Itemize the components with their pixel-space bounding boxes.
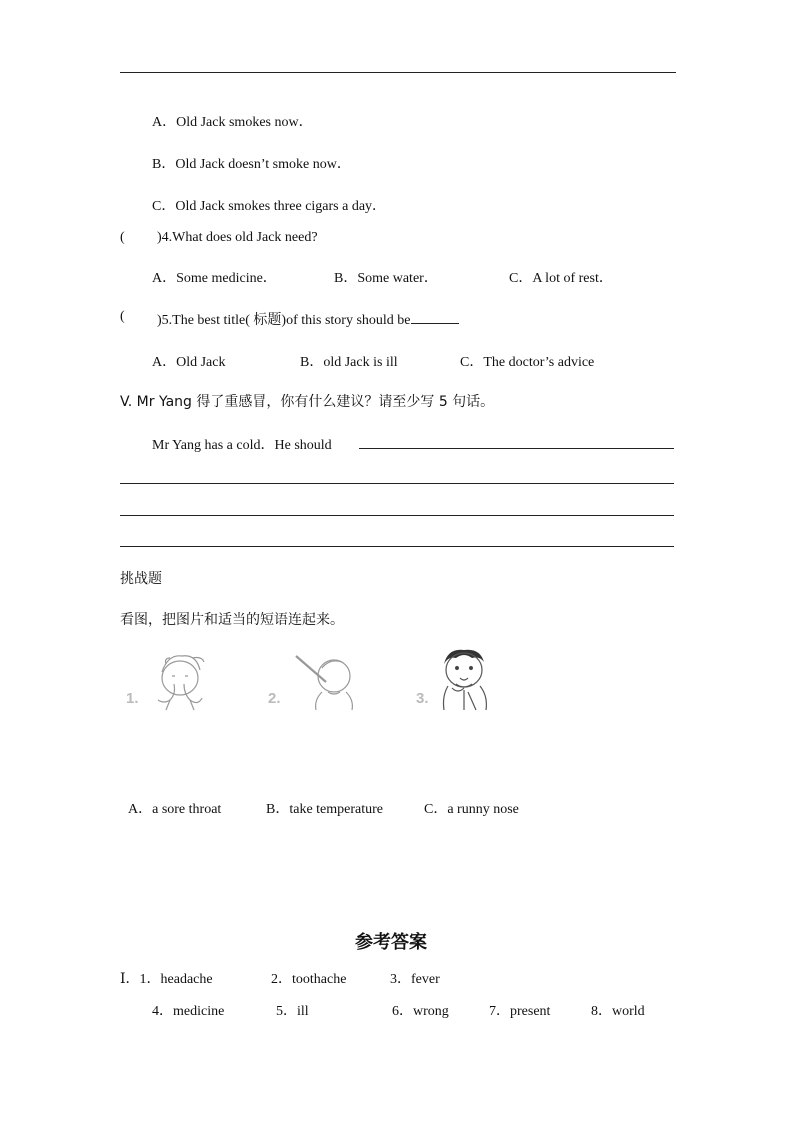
answer-row2-item5: 8．world: [591, 1004, 645, 1019]
challenge-title: 挑战题: [120, 571, 162, 587]
q3-option-a: A．Old Jack smokes now．: [152, 115, 313, 130]
challenge-option-b[interactable]: B．take temperature: [266, 802, 384, 817]
q5-text: )5.The best title( 标题)of this story should be: [157, 313, 411, 328]
q5-option-c: C．The doctor’s advice: [460, 355, 595, 370]
answer-row2-item4: 7．present: [489, 1004, 551, 1019]
challenge-option-a[interactable]: A．a sore throat: [128, 802, 222, 817]
picture-2[interactable]: [266, 652, 366, 714]
q5-option-b: B．old Jack is ill: [300, 355, 398, 370]
writing-line-2[interactable]: [120, 483, 674, 484]
q4-paren-open: (: [120, 230, 125, 245]
answer-row2-item3: 6．wrong: [392, 1004, 449, 1019]
q4-option-c: C．A lot of rest．: [509, 271, 613, 286]
challenge-option-c[interactable]: C．a runny nose: [424, 802, 519, 817]
section-5-title: V. Mr Yang 得了重感冒，你有什么建议？请至少写 5 句话。: [120, 394, 495, 410]
picture-3[interactable]: [414, 644, 506, 714]
picture-2-number: 2.: [268, 690, 281, 707]
picture-3-number: 3.: [416, 690, 429, 707]
answer-row1-item1: Ⅰ．1．headache: [120, 972, 213, 987]
q5-paren-open: (: [120, 309, 125, 324]
q5-question: [157, 309, 459, 329]
challenge-instruction: 看图，把图片和适当的短语连起来。: [120, 612, 344, 628]
answer-row1-item2: 2．toothache: [271, 972, 347, 987]
section-5-prompt: Mr Yang has a cold．He should: [152, 438, 332, 453]
runny-nose-illustration: [124, 648, 234, 714]
q4-answer-paren[interactable]: [120, 230, 154, 246]
thermometer-illustration: [266, 652, 366, 714]
q3-option-c: C．Old Jack smokes three cigars a day．: [152, 199, 387, 214]
q4-paren-close: ): [157, 230, 162, 245]
q5-answer-blank[interactable]: [411, 323, 459, 324]
q4-question: [157, 230, 318, 246]
writing-line-1[interactable]: [359, 448, 674, 449]
answers-heading: 参考答案: [355, 932, 427, 953]
header-rule: [120, 72, 676, 73]
writing-line-4[interactable]: [120, 546, 674, 547]
q4-text: 4.What does old Jack need?: [161, 230, 318, 245]
q4-option-a: A．Some medicine．: [152, 271, 277, 286]
picture-1-number: 1.: [126, 690, 139, 707]
q4-option-b: B．Some water．: [334, 271, 438, 286]
answer-row1-item3: 3．fever: [390, 972, 440, 987]
writing-line-3[interactable]: [120, 515, 674, 516]
answer-row2-item1: 4．medicine: [152, 1004, 225, 1019]
picture-1[interactable]: [124, 648, 234, 714]
answer-row2-item2: 5．ill: [276, 1004, 309, 1019]
q3-option-b: B．Old Jack doesn’t smoke now．: [152, 157, 351, 172]
q5-option-a: A．Old Jack: [152, 355, 226, 370]
q5-answer-paren[interactable]: [120, 309, 125, 325]
sore-throat-illustration: [414, 644, 506, 714]
